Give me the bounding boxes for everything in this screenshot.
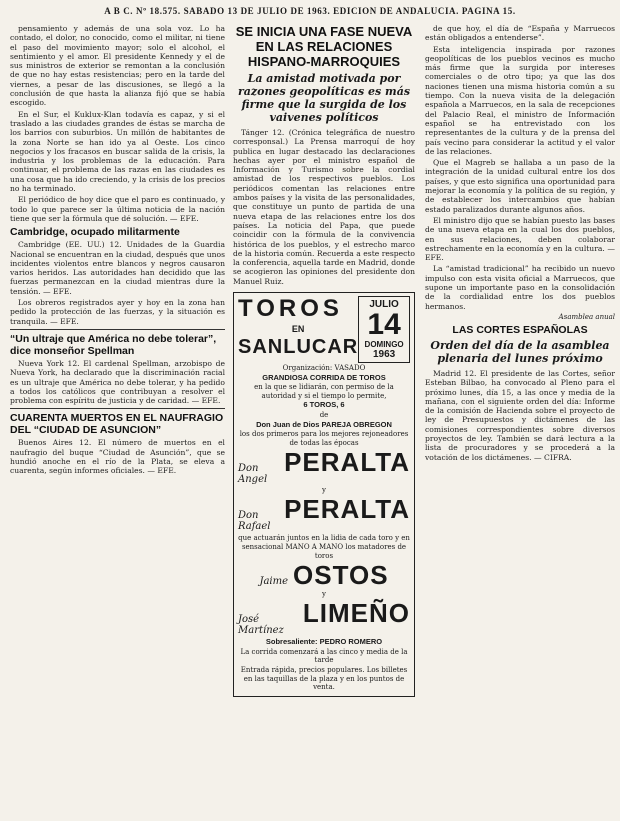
matador-1: [238, 562, 410, 589]
section-tag: Asamblea anual: [558, 312, 615, 321]
ad-middle: que actuarán juntos en la lidia de cada toro y en sensacional MANO A MANO los matadores de toros: [238, 534, 410, 560]
ad-toros: TOROS: [238, 295, 343, 323]
rejoneador-1-last: PERALTA: [284, 447, 410, 478]
column-right: [425, 24, 615, 815]
ad-and: y: [322, 590, 326, 599]
ad-de: de: [319, 411, 329, 420]
ad-year: 1963: [372, 349, 396, 361]
ad-musica: La corrida comenzará a las cinco y media de la tarde: [240, 647, 408, 665]
ad-title-block: [238, 296, 358, 358]
bullfight-advertisement: [233, 292, 415, 697]
article-paragraph: de que hoy, el día de “España y Marruecos están obligados a entenderse”.: [425, 24, 615, 43]
column-middle: [233, 24, 415, 815]
ad-month: JULIO: [369, 299, 399, 311]
article-paragraph: pensamiento y además de una sola voz. Lo ha contado, el dolor, no conocido, como el militar, ni tiene el paso del movimiento mayor; solo el alcohol, el sentimiento y el amor. El presidente Kennedy y el de sus ministros de exterior se remontan a la conclusión de que no hay estas resistencias; pero en la tarde del viernes, a pesar de las discusiones, se llegó a la conclusión de que hasta la alianza fijó que se había escogido.: [10, 24, 225, 108]
headline-spellman: “Un ultraje que América no debe tolerar”, dice monseñor Spellman: [10, 332, 217, 357]
article-paragraph: Los obreros registrados ayer y hoy en la zona han pedido la protección de las fuerzas, y la situación es tranquila. — EFE.: [10, 298, 225, 326]
headline-cortes: LAS CORTES ESPAÑOLAS: [452, 323, 588, 336]
main-headline: SE INICIA UNA FASE NUEVA EN LAS RELACIONES HISPANO-MARROQUIES: [235, 24, 413, 69]
ad-six: 6 TOROS, 6: [303, 400, 345, 410]
article-paragraph: Esta inteligencia inspirada por razones geopolíticas de los pueblos vecinos es mucho más firme que la surgida por intereses comerciales o de otro tipo; ya que las dos naciones tienen una misma historia común a su tiempo. Con la nueva visita de la delegación española a Marruecos, en la sala de recepciones del Palacio Real, el ministro de Información español se ha entrevistado con los representantes de la cultura y de la prensa del país vecino para considerar la actitud y el valor de las relaciones.: [425, 44, 615, 156]
article-paragraph: Tánger 12. (Crónica telegráfica de nuestro corresponsal.) La Prensa marroquí de hoy publica en lugar destacado las declaraciones hechas ayer por el ministro español de Información y Turismo sobre la cordial amistad de los respectivos pueblos. Los periódicos comentan las relaciones entre ambos países y la visita de las personalidades, que constituye un punto de partida de una nueva etapa de las relaciones entre los dos países. La noticia del Papa, que puede coincidir con la fórmula de la convivencia histórica de los pueblos, y el estrecho marco de la historia común. Recuerda a este respecto la conferencia, aquella tarde en Madrid, donde se acogieron las opiniones del presidente don Manuel Ruiz.: [233, 128, 415, 286]
article-paragraph: En el Sur, el Kuklux-Klan todavía es capaz, y si el traslado a las ciudades grandes de éstas se marcha de los barrios con suburbios. Un millón de habitantes de la zona Norte se han ido ya al Oeste. Los cinco negocios y los fracasos en buscar salida de la crisis, la industria y los problemas de la educación. Para continuar, el problema de las razas en las ciudades es una cosa que ha ido creciendo, y la crisis de los precios no ha terminado.: [10, 109, 225, 194]
ad-organiza: Organización: VASADO: [282, 364, 366, 373]
subheadline-cortes: Orden del día de la asamblea plenaria del lunes próximo: [430, 338, 610, 365]
article-paragraph: Nueva York 12. El cardenal Spellman, arzobispo de Nueva York, ha declarado que la discriminación racial es un ultraje que América no debe tolerar, y ha pedido a todos los católicos que contribuyan a resolver el problema con espíritu de justicia y de caridad. — EFE.: [10, 358, 225, 406]
ad-en: EN: [291, 324, 305, 335]
ad-date-box: [358, 296, 410, 363]
matador-2-first: José Martínez: [238, 614, 284, 637]
article-paragraph: Cambridge (EE. UU.) 12. Unidades de la Guardia Nacional se encuentran en la ciudad, después que unos incidentes violentos entre blancos y negros causaron varios heridos. Las autoridades han decidido que las fuerzas permanezcan en la ciudad mientras dure la tensión. — EFE.: [10, 240, 225, 296]
matador-2-last: LIMEÑO: [302, 598, 410, 629]
divider: [10, 408, 225, 409]
rejoneador-1: [238, 449, 410, 485]
divider: [10, 329, 225, 330]
headline-naufragio: CUARENTA MUERTOS EN EL NAUFRAGIO DEL “CIUDAD DE ASUNCION”: [10, 412, 224, 437]
ad-corrida: GRANDIOSA CORRIDA DE TOROS: [262, 372, 386, 382]
matador-2: [238, 600, 410, 636]
ad-bottom: Entrada rápida, precios populares. Los billetes en las taquillas de la plaza y en los puntos de venta.: [240, 665, 408, 692]
ad-city: SANLUCAR: [238, 336, 359, 359]
main-subheadline: La amistad motivada por razones geopolíticas es más firme que la surgida de los vaivenes políticos: [237, 72, 411, 124]
article-paragraph: El periódico de hoy dice que el paro es continuado, y todo lo que parece ser la última noticia de la nación tiene que ser la fórmula que dé solución. — EFE.: [10, 195, 225, 223]
article-paragraph: Que el Magreb se hallaba a un paso de la integración de la unidad cultural entre los dos países, y que esto significa una oportunidad para mejorar la economía y la política de su región, y de establecer los intercambios que habían estado paralizados durante algunos años.: [425, 158, 615, 214]
matador-1-first: Jaime: [259, 576, 289, 588]
ad-day: 14: [367, 308, 401, 342]
column-left: [10, 24, 225, 815]
article-paragraph: La “amistad tradicional” ha recibido un nuevo impulso con esta visita oficial a Marruecos, que supone un importante paso en la consolidación de la cordialidad entre los dos pueblos hermanos.: [425, 264, 615, 311]
page-header: A B C. Nº 18.575. SABADO 13 DE JULIO DE 1963. EDICION DE ANDALUCIA. PAGINA 15.: [104, 6, 516, 16]
ad-sobresaliente: Sobresaliente: PEDRO ROMERO: [265, 637, 383, 647]
ad-and: y: [322, 486, 326, 495]
rejoneador-2-last: PERALTA: [284, 494, 410, 525]
article-paragraph: Buenos Aires 12. El número de muertos en el naufragio del buque “Ciudad de Asunción”, que se hundió anoche en el río de la Plata, se eleva a cuarenta, según informes oficiales. — EFE.: [10, 438, 225, 476]
matador-1-last: OSTOS: [293, 560, 389, 591]
ad-weekday: DOMINGO: [364, 340, 404, 350]
ad-top-row: [238, 296, 410, 363]
ad-ganaderia: Don Juan de Dios PAREJA OBREGON: [256, 419, 392, 429]
rejoneador-2: [238, 496, 410, 532]
article-paragraph: Madrid 12. El presidente de las Cortes, señor Esteban Bilbao, ha convocado al Pleno para el próximo lunes, día 15, a las once y media de la mañana, con el siguiente orden del día: Informe de la comisión de Hacienda sobre el proyecto de ley de Presupuestos y dictámenes de las comisiones correspondientes sobre diversos proyectos de ley. También se dará lectura a la lista de procuradores y se procederá a la votación de los dictámenes. — CIFRA.: [425, 368, 615, 462]
rejoneador-1-first: Don Angel: [238, 463, 268, 486]
headline-cambridge: Cambridge, ocupado militarmente: [10, 226, 180, 239]
ad-intro: los dos primeros para los mejores rejoneadores de todas las épocas: [239, 430, 409, 447]
rejoneador-2-first: Don Rafael: [238, 510, 271, 533]
ad-permiso: en la que se lidiarán, con permiso de la autoridad y si el tiempo lo permite,: [254, 383, 394, 400]
article-paragraph: El ministro dijo que se habían puesto las bases de una nueva etapa en la cual los dos pueblos, en sus relaciones, deben colaborar estrechamente en la economía y en la cultura. — EFE.: [425, 215, 615, 263]
